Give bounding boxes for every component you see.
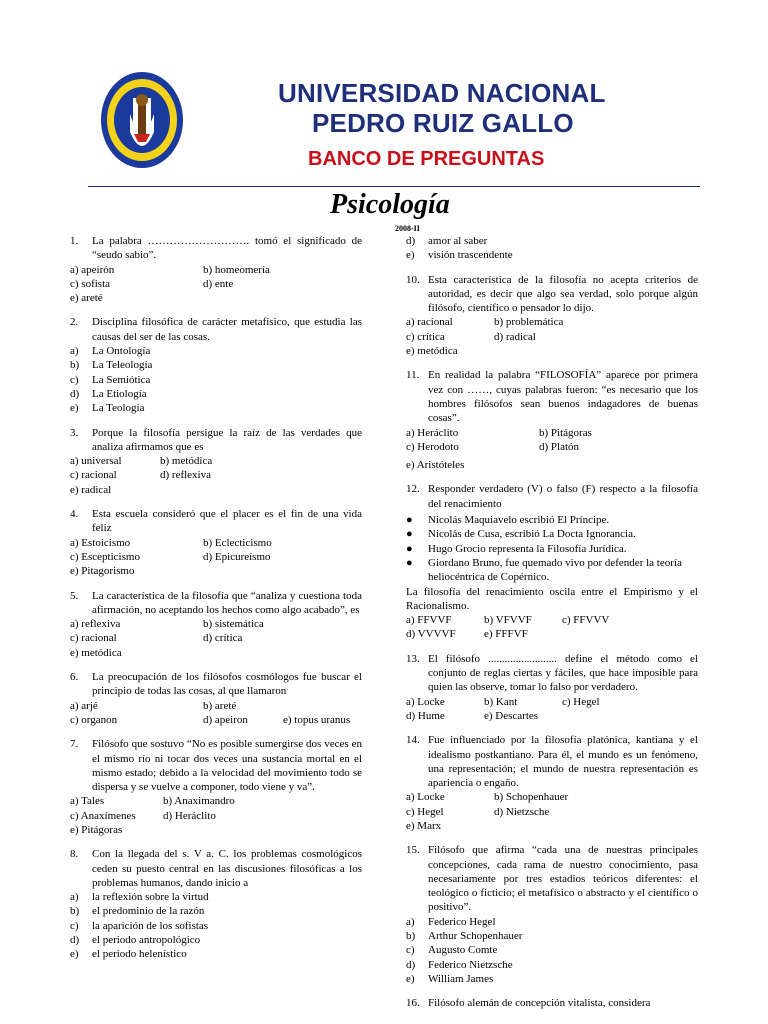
option-e: e) Marx [406,819,442,832]
option-a: a) universal [70,455,122,468]
option-d: d) Nietzsche [494,805,550,818]
question-text: Esta característica de la filosofía no acepta criterios de autoridad, es decir que algo sea verdad, solo porque algún filósofo, científico o pensador lo dijo. [428,273,698,315]
option-a: a) Estoicismo [70,536,131,549]
question-text: Filósofo alemán de concepción vitalista, considera [428,997,651,1010]
option-letter: c) [406,944,415,957]
subject-title: Psicología [330,189,450,220]
option-c: c) racional [70,632,117,645]
option-a: a) apeirón [70,263,115,276]
option-c: c) Anaxímenes [70,809,136,822]
question-number: 5. [70,589,79,602]
option-b: b) Anaximandro [163,795,235,808]
question-number: 3. [70,426,79,439]
question-number: 12. [406,483,420,496]
option-a: a) arjé [70,699,98,712]
option-c: c) sofista [70,277,111,290]
option-letter: a) [70,891,79,904]
option-a: a) FFVVF [406,614,452,627]
statement-item [406,542,698,556]
option-a: a) Heráclito [406,426,459,439]
question-text: El filósofo ......................... define el método como el conjunto de reglas ciertas y fáciles, que hace imposible para quien las observe, tomar lo falso por verdadero. [428,652,698,694]
question-number: 14. [406,734,420,747]
option-text: La Semiótica [92,373,151,386]
option-b: b) sistemática [203,618,264,631]
option-e [70,401,362,415]
option-d: d) Heráclito [163,809,216,822]
option-e: e) FFFVF [484,628,528,641]
question-6 [70,670,362,727]
question-9-continued [406,234,698,263]
question-text: La característica de la filosofía que “analiza y cuestiona toda afirmación, no aceptando los hechos como algo acabado”, es [92,589,362,616]
option-letter: a) [406,915,415,928]
option-text: Arthur Schopenhauer [428,930,523,943]
header-divider [88,186,700,187]
option-b: b) Pitágoras [539,426,592,439]
statement-text: La filosofía del renacimiento oscila entre el Empirismo y el Racionalismo. [406,585,698,612]
option-b: b) areté [203,699,237,712]
option-c: c) racional [70,469,117,482]
option-b [70,358,362,372]
question-text: La preocupación de los filósofos cosmólogos fue buscar el principio de todas las cosas, al que llamaron [92,671,362,698]
option-b: b) metódica [160,455,213,468]
option-c [406,943,698,957]
option-letter: e) [70,948,79,961]
option-text: Augusto Comte [428,944,498,957]
option-d [406,958,698,972]
option-d: d) VVVVF [406,628,456,641]
option-letter: a) [70,345,79,358]
option-e: e) Pitagorismo [70,565,135,578]
option-text: el periodo antropológico [92,934,201,947]
option-a: a) racional [406,316,453,329]
option-d: d) reflexiva [160,469,211,482]
option-letter: d) [70,934,80,947]
university-logo [100,70,184,170]
option-text: la aparición de los sofistas [92,919,209,932]
option-b: b) Eclecticismo [203,536,272,549]
question-text: Esta escuela consideró que el placer es el fin de una vida feliz [92,508,362,535]
option-d: d) crítica [203,632,243,645]
question-11 [406,368,698,472]
option-e [70,947,362,961]
option-a: a) Locke [406,791,445,804]
question-text: Fue influenciado por la filosofía platónica, kantiana y el idealismo postkantiano. Para él, el mundo es un fenómeno, una representación; el mundo de nuestra representación es apariencia o engaño. [428,734,698,790]
option-c [70,919,362,933]
statement-text: Hugo Grocio representa la Filosofía Jurídica. [428,542,627,555]
option-text: amor al saber [428,235,488,247]
question-number: 6. [70,671,79,684]
question-13 [406,652,698,723]
question-number: 15. [406,844,420,857]
question-number: 11. [406,369,420,382]
statement-text: Nicolás de Cusa, escribió La Docta Ignorancia. [428,528,636,541]
option-b [406,929,698,943]
option-text: La Teleología [92,359,153,372]
option-e [406,248,698,262]
question-number: 13. [406,652,420,665]
option-c: c) organon [70,713,118,726]
option-d: d) Hume [406,709,445,722]
question-number: 8. [70,848,79,861]
option-b: b) Kant [484,695,518,708]
question-number: 1. [70,235,79,247]
option-e: e) radical [70,483,112,496]
option-letter: b) [70,359,80,372]
question-text: Disciplina filosófica de carácter metafísico, que estudia las causas del ser de las cosas. [92,316,362,343]
question-15 [406,843,698,986]
bullet-icon: ● [406,528,413,541]
question-16 [406,996,698,1010]
question-bank-banner: BANCO DE PREGUNTAS [308,148,545,170]
statement-text: Nicolás Maquiavelo escribió El Príncipe. [428,514,610,527]
option-b [70,904,362,918]
question-number: 7. [70,738,79,751]
option-d: d) apeiron [203,713,248,726]
exam-year: 2008-II [395,224,420,233]
option-e: e) Descartes [484,709,539,722]
option-a: a) Tales [70,795,105,808]
option-e: e) topus uranus [283,713,351,726]
statement-item [406,556,698,585]
option-c: c) FFVVV [562,614,610,627]
option-letter: d) [70,387,80,400]
option-letter: c) [70,919,79,932]
question-text: Responder verdadero (V) o falso (F) respecto a la filosofía del renacimiento [428,483,698,510]
option-e [406,972,698,986]
page-bottom-edge [0,1012,768,1024]
question-12 [406,482,698,641]
question-1 [70,234,362,305]
option-b: b) VFVVF [484,614,532,627]
option-text: Federico Nietzsche [428,958,513,971]
question-4 [70,507,362,578]
bullet-icon: ● [406,514,413,527]
option-text: el predominio de la razón [92,905,205,918]
bullet-icon: ● [406,542,413,555]
option-a [406,915,698,929]
option-b: b) Schopenhauer [494,791,569,804]
university-name-line2: PEDRO RUIZ GALLO [312,108,574,138]
option-letter: e) [70,402,79,415]
option-c: c) Herodoto [406,440,459,453]
option-letter: b) [406,930,416,943]
question-5 [70,589,362,660]
option-b: b) homeomería [203,263,270,276]
option-d [70,933,362,947]
option-d: d) radical [494,330,536,343]
question-number: 16. [406,997,420,1010]
option-e: e) metódica [406,345,458,358]
question-number: 2. [70,316,79,329]
option-text: la reflexión sobre la virtud [92,891,209,904]
university-name-line1: UNIVERSIDAD NACIONAL [278,78,606,108]
statement-item [406,527,698,541]
option-d: d) Platón [539,440,580,453]
option-a: a) Locke [406,695,445,708]
option-e: e) Pitágoras [70,823,123,836]
option-letter: b) [70,905,80,918]
question-number: 4. [70,508,79,521]
option-text: La Teología [92,402,145,415]
question-8 [70,847,362,961]
option-text: Federico Hegel [428,915,496,928]
question-text: En realidad la palabra “FILOSOFÍA” aparece por primera vez con ……, cuyas palabras fueron: “es necesario que los hombres filósofos sean buenos indagadores de buenas cosas”. [428,369,698,425]
option-d [70,387,362,401]
left-column [70,234,362,972]
option-d [406,234,698,248]
option-a [70,344,362,358]
bullet-icon: ● [406,556,413,569]
option-c: c) Hegel [562,695,600,708]
option-text: visión trascendente [428,249,513,262]
question-text: Filósofo que afirma “cada una de nuestras principales concepciones, cada rama de nuestro conocimiento, pasa necesariamente por tres estadios teóricos diferentes: el teológico o ficticio; el metafísico o abstracto y el científico o positivo”. [428,844,698,914]
question-3 [70,426,362,497]
question-14 [406,733,698,833]
option-e: e) Aristóteles [406,459,465,472]
option-c: c) Hegel [406,805,444,818]
option-letter: e) [406,972,415,985]
option-c [70,373,362,387]
option-e: e) metódica [70,646,122,659]
question-10 [406,273,698,359]
option-c: c) Escepticismo [70,550,140,563]
option-d: d) ente [203,277,234,290]
option-text: el periodo helenístico [92,948,187,961]
question-number: 10. [406,273,420,286]
option-a [70,890,362,904]
statement-item [406,513,698,527]
option-letter: d) [406,958,416,971]
question-text: Filósofo que sostuvo “No es posible sumergirse dos veces en el mismo río ni tocar dos veces una sustancia mortal en el mismo estado; debido a la velocidad del movimiento todo se dispersa y se vuelve a componer, todo viene y va”. [92,738,362,794]
option-text: William James [428,972,494,985]
option-text: La Ontología [92,345,151,358]
option-text: La Etiología [92,387,147,400]
option-d: d) Epicureísmo [203,550,271,563]
right-column [406,234,698,1021]
question-text: Con la llegada del s. V a. C. los problemas cosmológicos ceden su puesto central en las discusiones filosóficas a los problemas humanos, dando inicio a [92,848,362,889]
option-a: a) reflexiva [70,618,121,631]
option-letter: c) [70,373,79,386]
option-c: c) crítica [406,330,445,343]
option-e: e) areté [70,292,103,305]
question-text: Porque la filosofía persigue la raíz de las verdades que analiza afirmamos que es [92,426,362,453]
option-letter: d) [406,235,416,247]
question-text: La palabra ………………………. tomó el significado de “seudo sabio”. [92,235,362,262]
option-letter: e) [406,249,415,262]
question-2 [70,315,362,415]
question-7 [70,737,362,837]
option-b: b) problemática [494,316,564,329]
statement-text: Giordano Bruno, fue quemado vivo por defender la teoría heliocéntrica de Copérnico. [428,556,682,584]
